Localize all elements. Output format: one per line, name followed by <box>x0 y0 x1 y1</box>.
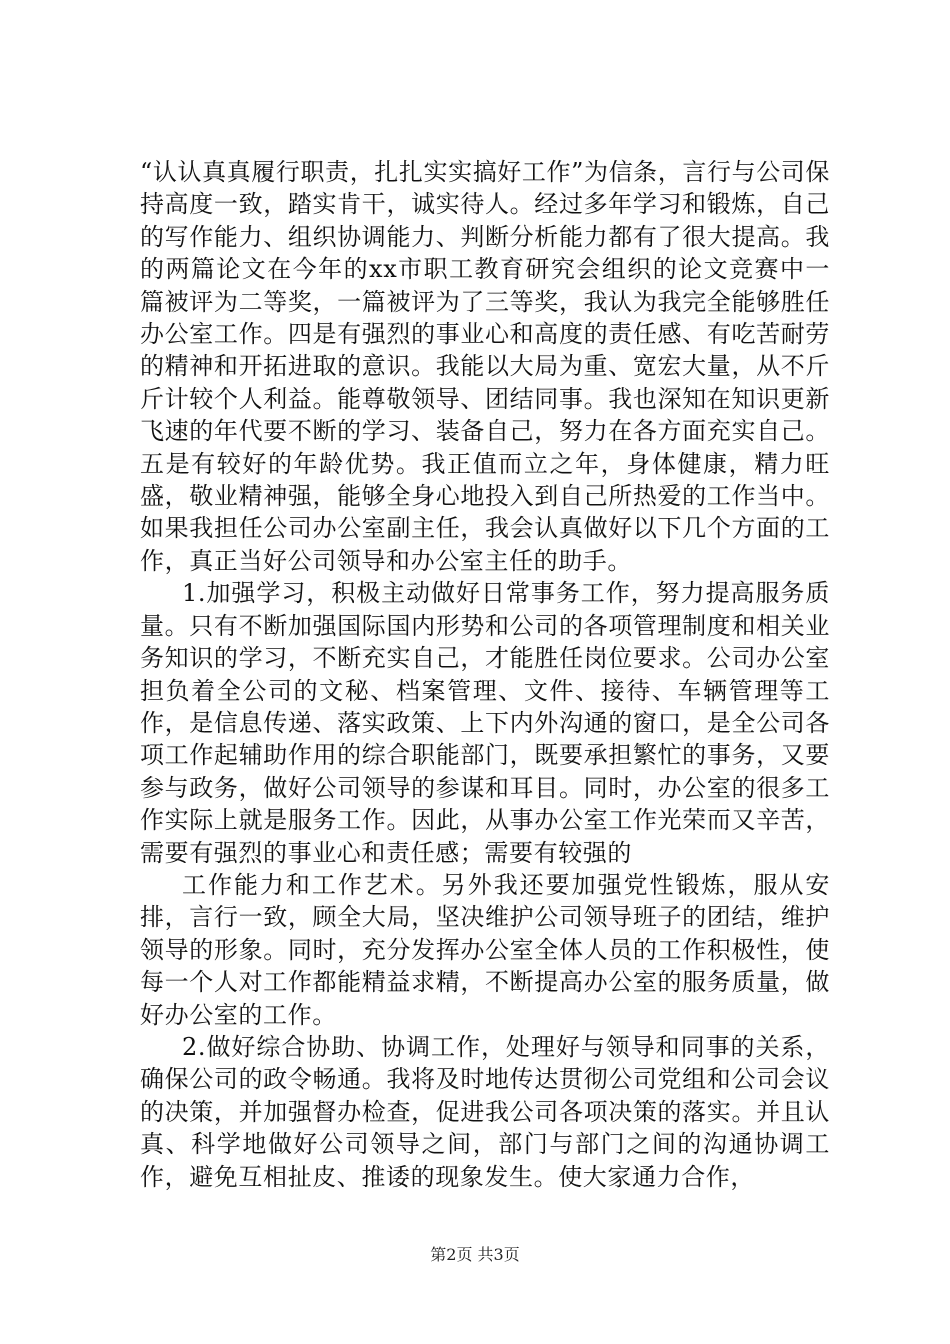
paragraph-item-2: 2.做好综合协助、协调工作，处理好与领导和同事的关系，确保公司的政令畅通。我将及时地传达贯彻公司党组和公司会议的决策，并加强督办检查，促进我公司各项决策的落实。并且认真、科学地做好公司领导之间，部门与部门之间的沟通协调工作，避免互相扯皮、推诿的现象发生。使大家通力合作， <box>140 1032 830 1191</box>
paragraph-item-1: 1.加强学习，积极主动做好日常事务工作，努力提高服务质量。只有不断加强国际国内形势和公司的各项管理制度和相关业务知识的学习，不断充实自己，才能胜任岗位要求。公司办公室担负着全公司的文秘、档案管理、文件、接待、车辆管理等工作，是信息传递、落实政策、上下内外沟通的窗口，是全公司各项工作起辅助作用的综合职能部门，既要承担繁忙的事务，又要参与政务，做好公司领导的参谋和耳目。同时，办公室的很多工作实际上就是服务工作。因此，从事办公室工作光荣而又辛苦，需要有强烈的事业心和责任感；需要有较强的 <box>140 579 830 867</box>
paragraph-intro: “认认真真履行职责，扎扎实实搞好工作”为信条，言行与公司保持高度一致，踏实肯干，诚实待人。经过多年学习和锻炼，自己的写作能力、组织协调能力、判断分析能力都有了很大提高。我的两篇论文在今年的xx市职工教育研究会组织的论文竞赛中一篇被评为二等奖，一篇被评为了三等奖，我认为我完全能够胜任办公室工作。四是有强烈的事业心和高度的责任感、有吃苦耐劳的精神和开拓进取的意识。我能以大局为重、宽宏大量，从不斤斤计较个人利益。能尊敬领导、团结同事。我也深知在知识更新飞速的年代要不断的学习、装备自己，努力在各方面充实自己。五是有较好的年龄优势。我正值而立之年，身体健康，精力旺盛，敬业精神强，能够全身心地投入到自己所热爱的工作当中。如果我担任公司办公室副主任，我会认真做好以下几个方面的工作，真正当好公司领导和办公室主任的助手。 <box>140 158 830 575</box>
document-body <box>140 156 830 1193</box>
paragraph-item-1-continued: 工作能力和工作艺术。另外我还要加强党性锻炼，服从安排，言行一致，顾全大局，坚决维护公司领导班子的团结，维护领导的形象。同时，充分发挥办公室全体人员的工作积极性，使每一个人对工作都能精益求精，不断提高办公室的服务质量，做好办公室的工作。 <box>140 870 830 1029</box>
page-number-footer: 第2页 共3页 <box>430 1245 520 1264</box>
